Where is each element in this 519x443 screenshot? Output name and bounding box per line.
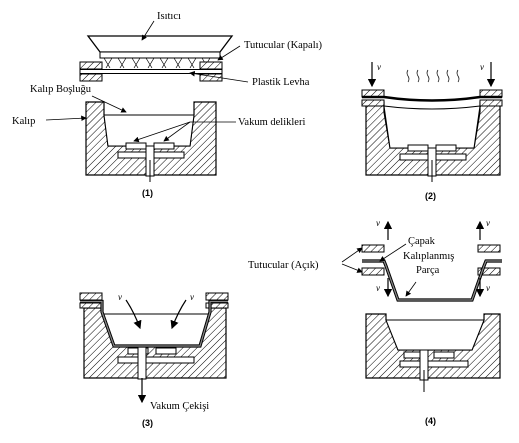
panel-4 [248,218,502,426]
step-2-label: (2) [425,191,436,201]
plastic-sheet-label: Plastik Levha [252,77,310,88]
velocity-label: v [486,218,490,228]
formed-part-label-2: Parça [416,265,440,276]
mold [366,102,500,182]
panel-2 [362,62,502,201]
mold [86,102,216,182]
panel-3 [80,292,228,428]
vacuum-holes-label: Vakum delikleri [238,117,306,128]
mold-cavity-label: Kalıp Boşluğu [30,84,91,95]
mold-label: Kalıp [12,116,36,127]
heater-label: Isıtıcı [157,11,181,22]
velocity-label: v [118,292,122,302]
velocity-label: v [190,292,194,302]
panel-1 [12,11,323,198]
clamps-closed-label: Tutucular (Kapalı) [244,40,323,51]
step-1-label: (1) [142,188,153,198]
velocity-arrows [372,62,491,86]
flash-label: Çapak [408,236,435,247]
formed-part-label-1: Kalıplanmış [403,251,455,262]
velocity-label: v [376,218,380,228]
velocity-label: v [480,62,484,72]
plastic-sheet [80,70,222,74]
step-4-label: (4) [425,416,436,426]
vacuum-draw-label: Vakum Çekişi [150,401,210,412]
step-3-label: (3) [142,418,153,428]
heat-waves [407,70,459,82]
velocity-label: v [377,62,381,72]
velocity-label: v [486,283,490,293]
clamps-open-label: Tutucular (Açık) [248,260,319,271]
velocity-label: v [376,283,380,293]
mold [366,314,500,392]
